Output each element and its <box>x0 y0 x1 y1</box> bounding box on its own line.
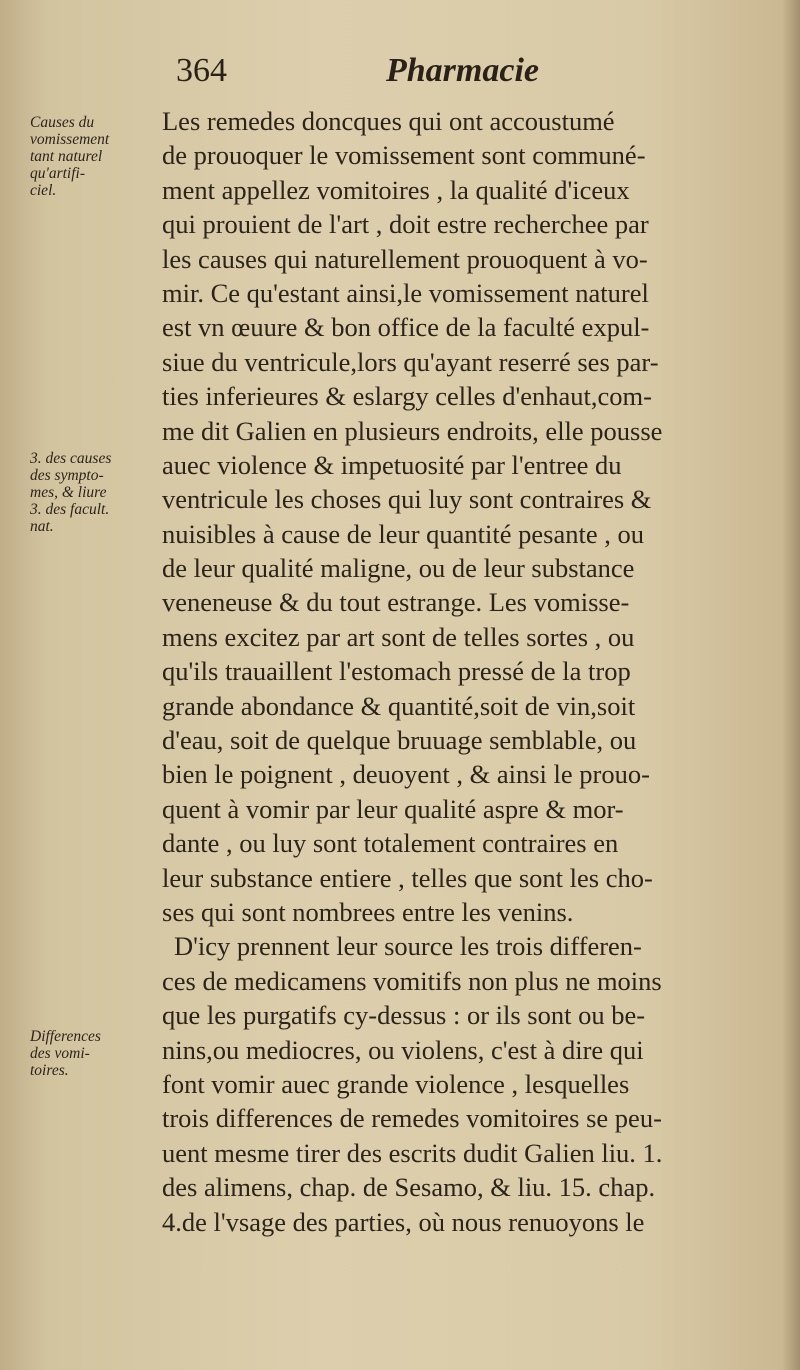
marginal-line: des vomi- <box>30 1045 90 1062</box>
text-line: veneneuse & du tout estrange. Les vomisse- <box>162 587 630 618</box>
marginal-line: nat. <box>30 518 54 535</box>
marginal-line: vomissement <box>30 131 110 148</box>
text-line: ties inferieures & eslargy celles d'enhaut,com- <box>162 381 652 412</box>
text-line: qu'ils trauaillent l'estomach pressé de la trop <box>162 656 631 687</box>
text-line: dante , ou luy sont totalement contraires en <box>162 828 619 859</box>
page-edge-shadow <box>782 0 800 1370</box>
text-line: des alimens, chap. de Sesamo, & liu. 15. chap. <box>162 1172 656 1203</box>
marginal-note-causes <box>30 114 158 199</box>
text-line: ses qui sont nombrees entre les venins. <box>162 896 574 927</box>
text-line: nins,ou mediocres, ou violens, c'est à dire qui <box>162 1034 644 1065</box>
text-line: trois differences de remedes vomitoires se peu- <box>162 1103 662 1134</box>
text-line: Les remedes doncques qui ont accoustumé <box>162 106 615 136</box>
marginal-line: Differences <box>30 1028 101 1045</box>
text-line: mir. Ce qu'estant ainsi,le vomissement naturel <box>162 277 649 308</box>
text-line: ces de medicamens vomitifs non plus ne moins <box>162 965 662 996</box>
page-number: 364 <box>176 52 227 89</box>
marginal-note-galien-refs <box>30 450 158 535</box>
text-line: leur substance entiere , telles que sont les cho- <box>162 862 653 893</box>
running-title: Pharmacie <box>386 52 539 89</box>
text-line: les causes qui naturellement prouoquent à vo- <box>162 243 648 274</box>
text-line: ment appellez vomitoires , la qualité d'iceux <box>162 174 630 205</box>
marginal-line: mes, & liure <box>30 484 107 501</box>
text-line: D'icy prennent leur source les trois differen- <box>174 931 642 962</box>
text-line: de leur qualité maligne, ou de leur substance <box>162 553 635 584</box>
text-line: uent mesme tirer des escrits dudit Galien liu. 1. <box>162 1137 663 1168</box>
marginal-line: Causes du <box>30 114 95 131</box>
text-line: siue du ventricule,lors qu'ayant reserré ses par- <box>162 346 659 377</box>
marginal-line: ciel. <box>30 182 57 199</box>
marginal-line: 3. des facult. <box>30 501 110 518</box>
text-line: que les purgatifs cy-dessus : or ils sont ou be- <box>162 1000 646 1031</box>
text-line: auec violence & impetuosité par l'entree du <box>162 449 622 480</box>
marginal-line: tant naturel <box>30 148 103 165</box>
page-header <box>176 52 756 102</box>
text-line: est vn œuure & bon office de la faculté expul- <box>162 312 650 343</box>
marginal-line: des sympto- <box>30 467 104 484</box>
text-line: me dit Galien en plusieurs endroits, elle pousse <box>162 415 663 446</box>
text-line: font vomir auec grande violence , lesquelles <box>162 1068 630 1099</box>
text-line: d'eau, soit de quelque bruuage semblable, ou <box>162 725 637 756</box>
text-line: quent à vomir par leur qualité aspre & mor- <box>162 793 624 824</box>
text-line: ventricule les choses qui luy sont contraires & <box>162 484 652 515</box>
text-line: qui prouient de l'art , doit estre recherchee par <box>162 209 649 240</box>
text-line: mens excitez par art sont de telles sortes , ou <box>162 621 635 652</box>
marginal-line: 3. des causes <box>30 450 112 467</box>
marginal-line: qu'artifi- <box>30 165 85 182</box>
marginal-line: toires. <box>30 1062 69 1079</box>
text-line: 4.de l'vsage des parties, où nous renuoyons le <box>162 1206 645 1237</box>
text-line: de prouoquer le vomissement sont communé- <box>162 140 646 171</box>
body-text <box>162 104 762 1239</box>
text-line: bien le poignent , deuoyent , & ainsi le prouo- <box>162 759 650 790</box>
text-line: grande abondance & quantité,soit de vin,soit <box>162 690 636 721</box>
text-line: nuisibles à cause de leur quantité pesante , ou <box>162 518 644 549</box>
marginal-note-differences <box>30 1028 158 1079</box>
